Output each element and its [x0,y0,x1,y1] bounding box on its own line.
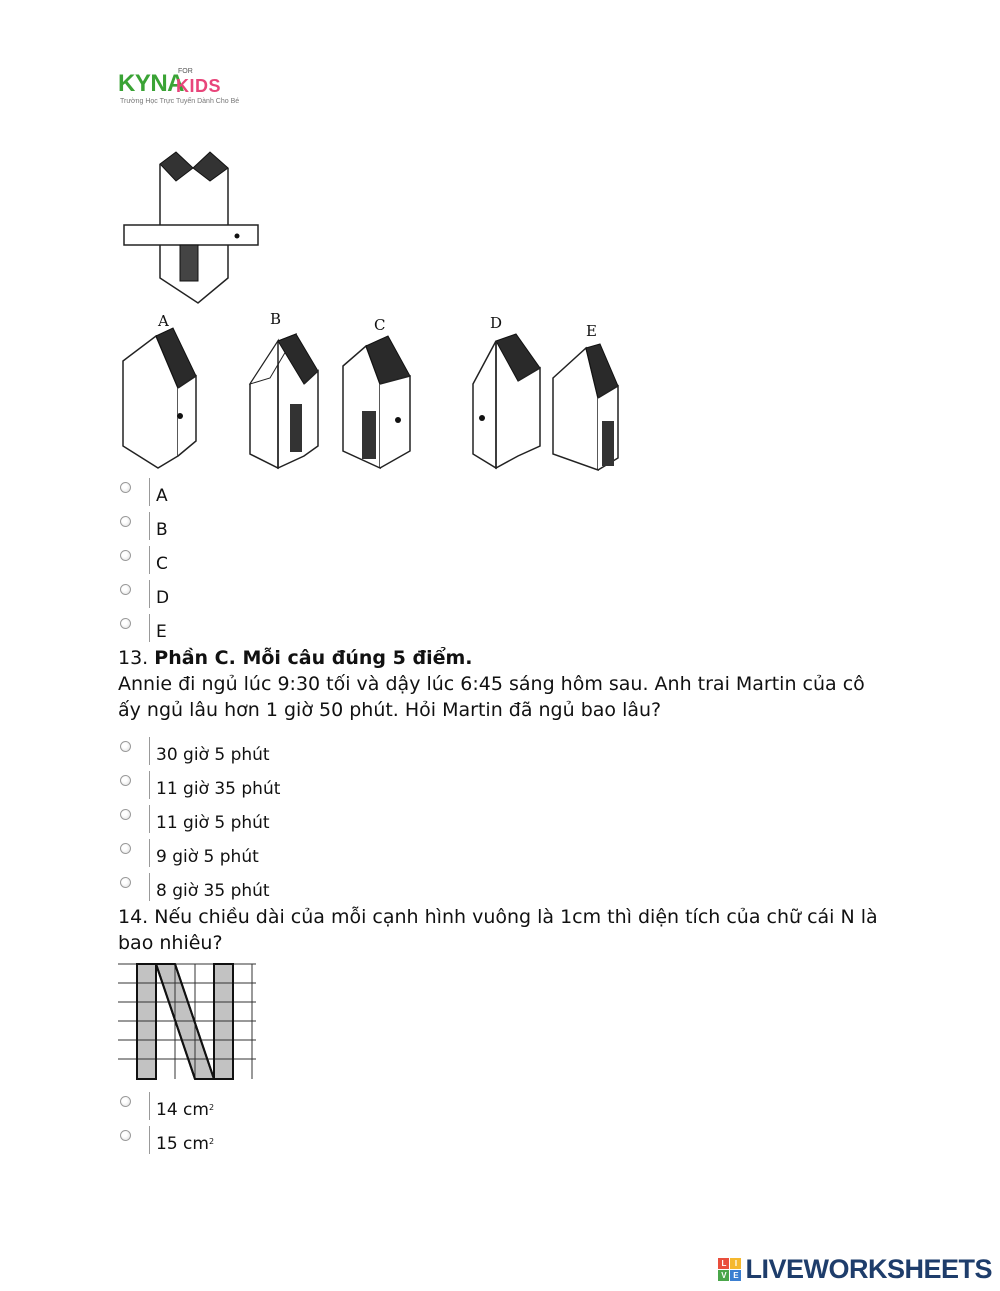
q13-text-line1: Annie đi ngủ lúc 9:30 tối và dậy lúc 6:45 sáng hôm sau. Anh trai Martin của cô [118,673,865,695]
q13-option-4[interactable] [118,839,518,869]
option-label: 14 $cm^2$ [156,1100,215,1120]
option-label: E [156,622,167,642]
choice-label-d: D [490,314,503,332]
q13-number: 13. [118,647,149,669]
q13-option-1[interactable] [118,737,518,767]
radio-icon[interactable] [120,550,131,561]
logo-for-text: FOR [178,68,193,75]
radio-icon[interactable] [120,741,131,752]
q12-option-d[interactable] [118,580,518,610]
option-label: 11 giờ 35 phút [156,779,281,799]
q14-text-line1: 14. Nếu chiều dài của mỗi cạnh hình vuông là 1cm thì diện tích của chữ cái N là [118,906,878,928]
radio-icon[interactable] [120,516,131,527]
option-label: 30 giờ 5 phút [156,745,270,765]
q13-option-2[interactable] [118,771,518,801]
q12-option-b[interactable] [118,512,518,542]
logo-tagline: Trường Học Trực Tuyến Dành Cho Bé [120,98,240,105]
option-label: 9 giờ 5 phút [156,847,259,867]
choice-label-b: B [270,310,282,328]
radio-icon[interactable] [120,1096,131,1107]
option-label: 8 giờ 35 phút [156,881,270,901]
radio-icon[interactable] [120,775,131,786]
choice-label-a: A [158,312,169,330]
q12-option-c[interactable] [118,546,518,576]
brand-text: LIVEWORKSHEETS [745,1253,992,1284]
choice-label-e: E [586,322,597,340]
house-choices-figure [118,306,638,471]
q14-option-1[interactable] [118,1092,518,1122]
logo-main-text: KYNA [118,70,185,97]
q13-heading [118,645,473,671]
choice-label-c: C [374,316,386,334]
letter-n-grid-figure [118,962,258,1082]
q13-option-3[interactable] [118,805,518,835]
q14-text-line2: bao nhiêu? [118,932,223,954]
option-label: D [156,588,170,608]
option-label: A [156,486,168,506]
q12-option-a[interactable] [118,478,518,508]
option-label: 11 giờ 5 phút [156,813,270,833]
radio-icon[interactable] [120,584,131,595]
radio-icon[interactable] [120,1130,131,1141]
brand-blocks-icon: L I V E [718,1258,741,1281]
radio-icon[interactable] [120,843,131,854]
logo-kids-text: KIDS [176,76,222,96]
q13-section-title: Phần C. Mỗi câu đúng 5 điểm. [154,647,473,669]
radio-icon[interactable] [120,618,131,629]
q14-option-2[interactable] [118,1126,518,1156]
kyna-logo [118,70,258,110]
radio-icon[interactable] [120,482,131,493]
liveworksheets-logo [718,1253,992,1285]
option-label: B [156,520,168,540]
radio-icon[interactable] [120,809,131,820]
q13-text-line2: ấy ngủ lâu hơn 1 giờ 50 phút. Hỏi Martin đã ngủ bao lâu? [118,699,662,721]
q13-option-5[interactable] [118,873,518,903]
q12-option-e[interactable] [118,614,518,644]
radio-icon[interactable] [120,877,131,888]
option-label: 15 $cm^2$ [156,1134,215,1154]
option-label: C [156,554,168,574]
house-net-figure [118,148,268,306]
